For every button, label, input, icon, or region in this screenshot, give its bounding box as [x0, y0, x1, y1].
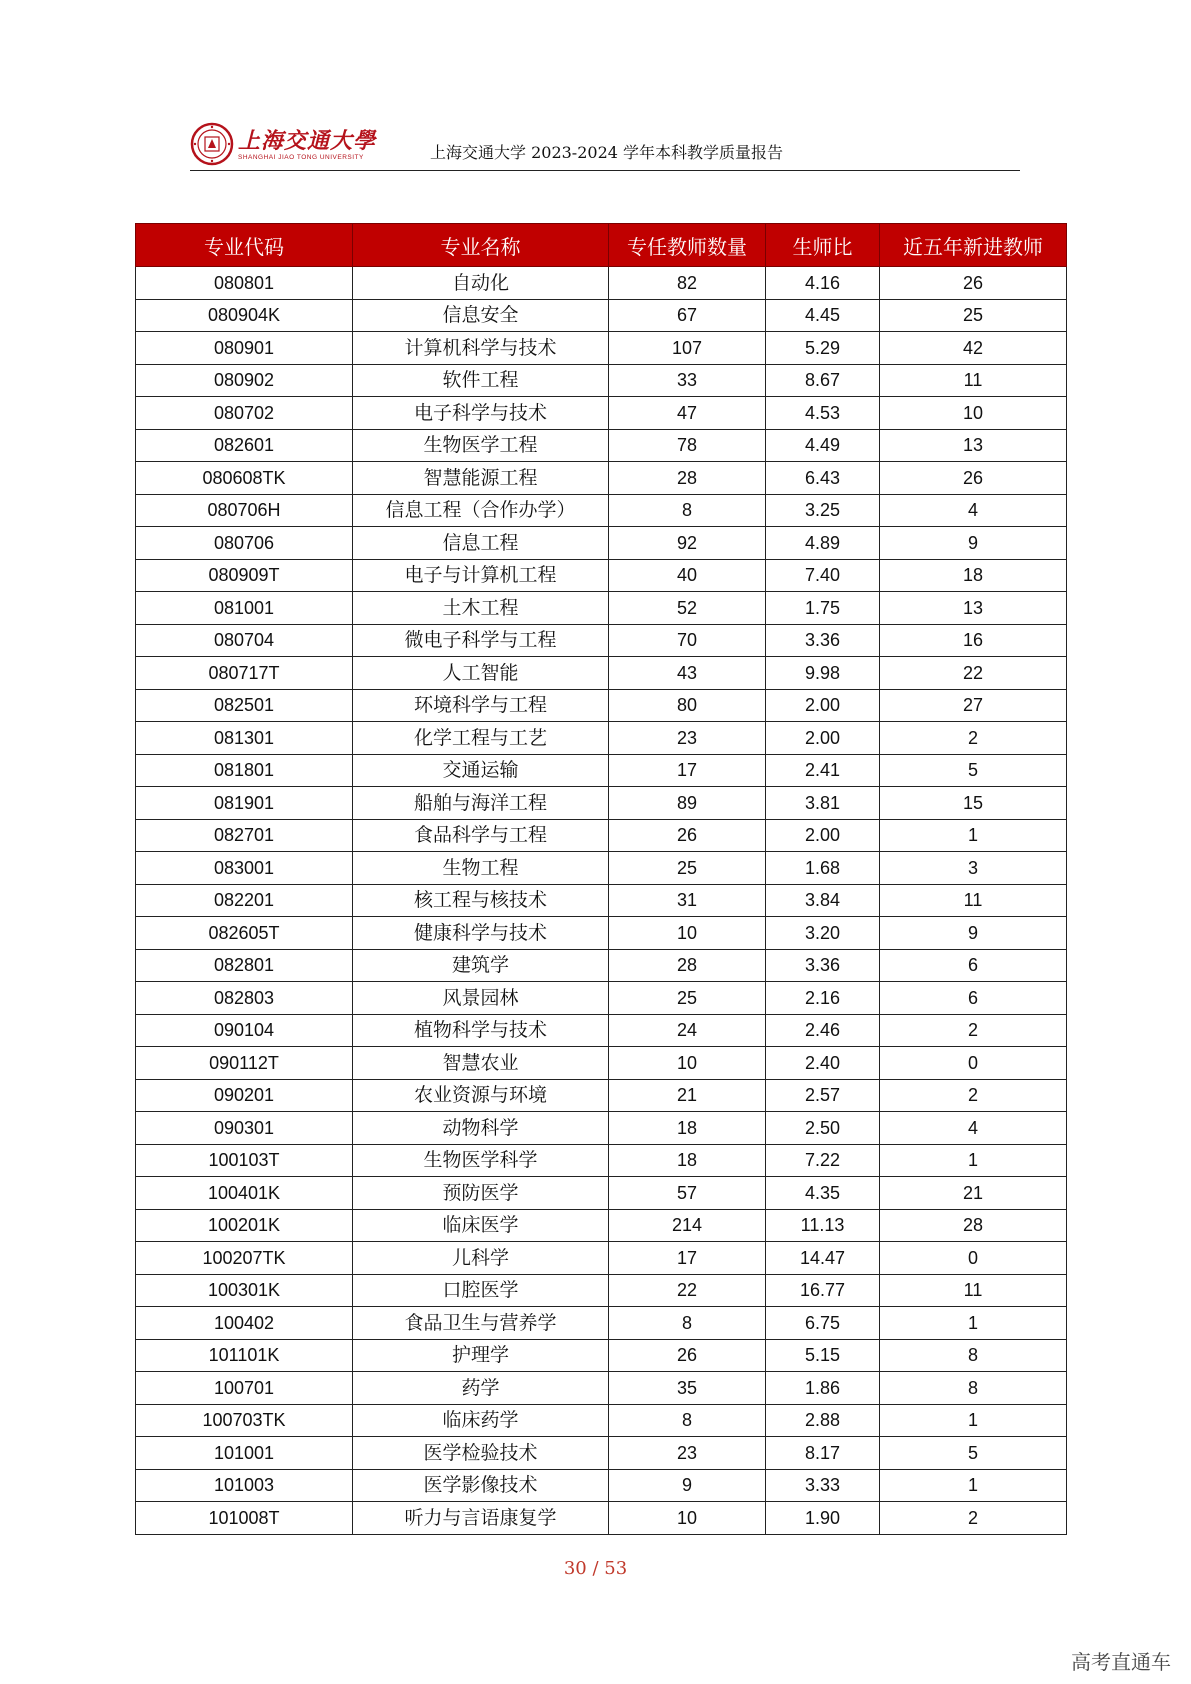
- new-teachers-cell: 4: [880, 494, 1067, 527]
- teacher-count-cell: 8: [609, 1404, 766, 1437]
- teacher-count-cell: 18: [609, 1112, 766, 1145]
- table-row: [136, 722, 1067, 755]
- ratio-cell: 6.43: [766, 462, 880, 495]
- table-row: [136, 624, 1067, 657]
- new-teachers-cell: 21: [880, 1177, 1067, 1210]
- major-name-cell: 自动化: [353, 267, 609, 300]
- table-row: [136, 982, 1067, 1015]
- teacher-count-cell: 43: [609, 657, 766, 690]
- major-code-cell: 100207TK: [136, 1242, 353, 1275]
- ratio-cell: 4.16: [766, 267, 880, 300]
- major-name-cell: 核工程与核技术: [353, 884, 609, 917]
- major-name-cell: 口腔医学: [353, 1274, 609, 1307]
- new-teachers-cell: 9: [880, 527, 1067, 560]
- ratio-cell: 9.98: [766, 657, 880, 690]
- major-code-cell: 082201: [136, 884, 353, 917]
- major-code-cell: 100301K: [136, 1274, 353, 1307]
- table-row: [136, 364, 1067, 397]
- table-row: [136, 1242, 1067, 1275]
- table-row: [136, 559, 1067, 592]
- teacher-count-cell: 31: [609, 884, 766, 917]
- major-code-cell: 081901: [136, 787, 353, 820]
- student-teacher-ratio-header: 生师比: [766, 224, 880, 267]
- major-name-cell: 临床药学: [353, 1404, 609, 1437]
- major-name-cell: 信息工程: [353, 527, 609, 560]
- major-code-cell: 100201K: [136, 1209, 353, 1242]
- major-name-cell: 环境科学与工程: [353, 689, 609, 722]
- major-name-cell: 风景园林: [353, 982, 609, 1015]
- table-row: [136, 527, 1067, 560]
- major-name-cell: 食品科学与工程: [353, 819, 609, 852]
- teacher-count-cell: 10: [609, 1047, 766, 1080]
- teacher-count-cell: 28: [609, 949, 766, 982]
- new-teachers-cell: 0: [880, 1242, 1067, 1275]
- table-row: [136, 689, 1067, 722]
- major-code-cell: 080902: [136, 364, 353, 397]
- major-name-cell: 生物医学工程: [353, 429, 609, 462]
- ratio-cell: 2.00: [766, 689, 880, 722]
- new-teachers-cell: 2: [880, 1079, 1067, 1112]
- new-teachers-cell: 10: [880, 397, 1067, 430]
- ratio-cell: 4.45: [766, 299, 880, 332]
- ratio-cell: 8.17: [766, 1437, 880, 1470]
- new-teachers-cell: 3: [880, 852, 1067, 885]
- table-row: [136, 1177, 1067, 1210]
- ratio-cell: 2.00: [766, 722, 880, 755]
- teacher-count-cell: 17: [609, 1242, 766, 1275]
- major-code-cell: 080717T: [136, 657, 353, 690]
- ratio-cell: 2.50: [766, 1112, 880, 1145]
- major-code-cell: 082701: [136, 819, 353, 852]
- ratio-cell: 2.46: [766, 1014, 880, 1047]
- table-row: [136, 1437, 1067, 1470]
- logo-english-name: SHANGHAI JIAO TONG UNIVERSITY: [238, 154, 364, 161]
- major-name-cell: 计算机科学与技术: [353, 332, 609, 365]
- major-name-header: 专业名称: [353, 224, 609, 267]
- table-row: [136, 819, 1067, 852]
- ratio-cell: 4.89: [766, 527, 880, 560]
- major-code-cell: 101008T: [136, 1502, 353, 1535]
- major-name-cell: 信息工程（合作办学）: [353, 494, 609, 527]
- teacher-count-cell: 40: [609, 559, 766, 592]
- major-code-cell: 080909T: [136, 559, 353, 592]
- teacher-count-cell: 57: [609, 1177, 766, 1210]
- major-code-cell: 082605T: [136, 917, 353, 950]
- ratio-cell: 1.86: [766, 1372, 880, 1405]
- new-teachers-cell: 6: [880, 949, 1067, 982]
- ratio-cell: 2.00: [766, 819, 880, 852]
- page-number: 30 / 53: [563, 1558, 628, 1579]
- major-code-cell: 090104: [136, 1014, 353, 1047]
- ratio-cell: 3.81: [766, 787, 880, 820]
- ratio-cell: 7.40: [766, 559, 880, 592]
- new-teachers-cell: 1: [880, 819, 1067, 852]
- new-teachers-cell: 18: [880, 559, 1067, 592]
- teacher-count-cell: 23: [609, 1437, 766, 1470]
- major-code-cell: 082501: [136, 689, 353, 722]
- new-teachers-cell: 2: [880, 722, 1067, 755]
- major-code-cell: 100103T: [136, 1144, 353, 1177]
- watermark: 高考直通车: [1071, 1652, 1171, 1674]
- ratio-cell: 3.25: [766, 494, 880, 527]
- teacher-count-cell: 26: [609, 819, 766, 852]
- major-name-cell: 船舶与海洋工程: [353, 787, 609, 820]
- ratio-cell: 2.16: [766, 982, 880, 1015]
- new-teachers-cell: 0: [880, 1047, 1067, 1080]
- table-row: [136, 1404, 1067, 1437]
- teacher-count-cell: 10: [609, 1502, 766, 1535]
- major-code-cell: 080702: [136, 397, 353, 430]
- major-code-cell: 080706: [136, 527, 353, 560]
- major-name-cell: 人工智能: [353, 657, 609, 690]
- new-teachers-cell: 8: [880, 1339, 1067, 1372]
- table-row: [136, 1047, 1067, 1080]
- table-row: [136, 1112, 1067, 1145]
- major-code-cell: 100402: [136, 1307, 353, 1340]
- ratio-cell: 7.22: [766, 1144, 880, 1177]
- ratio-cell: 1.90: [766, 1502, 880, 1535]
- teacher-count-cell: 8: [609, 494, 766, 527]
- table-row: [136, 429, 1067, 462]
- major-name-cell: 医学检验技术: [353, 1437, 609, 1470]
- teacher-count-cell: 9: [609, 1469, 766, 1502]
- new-teachers-cell: 1: [880, 1307, 1067, 1340]
- table-row: [136, 397, 1067, 430]
- table-row: [136, 1209, 1067, 1242]
- major-name-cell: 护理学: [353, 1339, 609, 1372]
- major-code-cell: 101001: [136, 1437, 353, 1470]
- ratio-cell: 5.15: [766, 1339, 880, 1372]
- ratio-cell: 11.13: [766, 1209, 880, 1242]
- table-row: [136, 267, 1067, 300]
- table-row: [136, 592, 1067, 625]
- ratio-cell: 1.68: [766, 852, 880, 885]
- major-code-cell: 081001: [136, 592, 353, 625]
- university-seal-icon: [190, 122, 234, 166]
- major-code-cell: 090112T: [136, 1047, 353, 1080]
- major-code-cell: 082803: [136, 982, 353, 1015]
- table-row: [136, 1339, 1067, 1372]
- major-name-cell: 预防医学: [353, 1177, 609, 1210]
- table-row: [136, 494, 1067, 527]
- table-row: [136, 754, 1067, 787]
- ratio-cell: 3.20: [766, 917, 880, 950]
- table-row: [136, 657, 1067, 690]
- major-name-cell: 农业资源与环境: [353, 1079, 609, 1112]
- major-code-cell: 101101K: [136, 1339, 353, 1372]
- new-teachers-cell: 26: [880, 462, 1067, 495]
- major-code-cell: 082601: [136, 429, 353, 462]
- teacher-count-cell: 25: [609, 852, 766, 885]
- new-teachers-cell: 22: [880, 657, 1067, 690]
- table-row: [136, 1372, 1067, 1405]
- new-teachers-cell: 4: [880, 1112, 1067, 1145]
- major-name-cell: 食品卫生与营养学: [353, 1307, 609, 1340]
- ratio-cell: 6.75: [766, 1307, 880, 1340]
- major-code-cell: 080904K: [136, 299, 353, 332]
- new-teachers-cell: 11: [880, 1274, 1067, 1307]
- ratio-cell: 2.88: [766, 1404, 880, 1437]
- table-body: [136, 267, 1067, 1535]
- ratio-cell: 2.57: [766, 1079, 880, 1112]
- logo-chinese-name: 上海交通大學: [238, 128, 377, 154]
- table-row: [136, 949, 1067, 982]
- major-name-cell: 化学工程与工艺: [353, 722, 609, 755]
- major-code-cell: 100703TK: [136, 1404, 353, 1437]
- ratio-cell: 1.75: [766, 592, 880, 625]
- major-code-cell: 080706H: [136, 494, 353, 527]
- new-teachers-cell: 28: [880, 1209, 1067, 1242]
- teacher-count-cell: 10: [609, 917, 766, 950]
- major-code-cell: 080704: [136, 624, 353, 657]
- major-name-cell: 植物科学与技术: [353, 1014, 609, 1047]
- table-row: [136, 462, 1067, 495]
- new-teachers-cell: 1: [880, 1144, 1067, 1177]
- major-name-cell: 土木工程: [353, 592, 609, 625]
- major-name-cell: 智慧能源工程: [353, 462, 609, 495]
- ratio-cell: 3.84: [766, 884, 880, 917]
- university-logo: [190, 122, 377, 168]
- major-name-cell: 药学: [353, 1372, 609, 1405]
- table-row: [136, 1274, 1067, 1307]
- new-teachers-cell: 2: [880, 1014, 1067, 1047]
- new-teachers-cell: 2: [880, 1502, 1067, 1535]
- table-row: [136, 884, 1067, 917]
- ratio-cell: 2.41: [766, 754, 880, 787]
- ratio-cell: 3.36: [766, 624, 880, 657]
- major-code-cell: 081801: [136, 754, 353, 787]
- full-time-teachers-header: 专任教师数量: [609, 224, 766, 267]
- teacher-count-cell: 26: [609, 1339, 766, 1372]
- ratio-cell: 5.29: [766, 332, 880, 365]
- major-code-cell: 100701: [136, 1372, 353, 1405]
- teacher-count-cell: 67: [609, 299, 766, 332]
- major-name-cell: 软件工程: [353, 364, 609, 397]
- table-row: [136, 332, 1067, 365]
- ratio-cell: 4.53: [766, 397, 880, 430]
- new-teachers-cell: 13: [880, 429, 1067, 462]
- table-header-row: [136, 224, 1067, 267]
- new-teachers-cell: 13: [880, 592, 1067, 625]
- table-row: [136, 1307, 1067, 1340]
- new-teachers-cell: 1: [880, 1404, 1067, 1437]
- ratio-cell: 8.67: [766, 364, 880, 397]
- teacher-count-cell: 22: [609, 1274, 766, 1307]
- major-name-cell: 电子科学与技术: [353, 397, 609, 430]
- major-name-cell: 交通运输: [353, 754, 609, 787]
- teacher-count-cell: 18: [609, 1144, 766, 1177]
- new-teachers-cell: 15: [880, 787, 1067, 820]
- table-row: [136, 1502, 1067, 1535]
- table-row: [136, 1079, 1067, 1112]
- new-teachers-cell: 6: [880, 982, 1067, 1015]
- major-name-cell: 电子与计算机工程: [353, 559, 609, 592]
- teacher-count-cell: 107: [609, 332, 766, 365]
- major-code-cell: 100401K: [136, 1177, 353, 1210]
- major-name-cell: 微电子科学与工程: [353, 624, 609, 657]
- teacher-count-cell: 28: [609, 462, 766, 495]
- teacher-count-cell: 214: [609, 1209, 766, 1242]
- new-teachers-cell: 1: [880, 1469, 1067, 1502]
- teacher-count-cell: 89: [609, 787, 766, 820]
- table-row: [136, 852, 1067, 885]
- major-name-cell: 动物科学: [353, 1112, 609, 1145]
- teacher-count-cell: 35: [609, 1372, 766, 1405]
- major-name-cell: 建筑学: [353, 949, 609, 982]
- teacher-count-cell: 21: [609, 1079, 766, 1112]
- new-teachers-cell: 26: [880, 267, 1067, 300]
- major-name-cell: 儿科学: [353, 1242, 609, 1275]
- major-name-cell: 医学影像技术: [353, 1469, 609, 1502]
- teacher-count-cell: 70: [609, 624, 766, 657]
- ratio-cell: 3.36: [766, 949, 880, 982]
- teacher-count-cell: 25: [609, 982, 766, 1015]
- ratio-cell: 16.77: [766, 1274, 880, 1307]
- new-teachers-header: 近五年新进教师: [880, 224, 1067, 267]
- new-teachers-cell: 11: [880, 364, 1067, 397]
- ratio-cell: 4.49: [766, 429, 880, 462]
- new-teachers-cell: 27: [880, 689, 1067, 722]
- major-name-cell: 信息安全: [353, 299, 609, 332]
- new-teachers-cell: 8: [880, 1372, 1067, 1405]
- major-name-cell: 听力与言语康复学: [353, 1502, 609, 1535]
- report-title: 上海交通大学 2023-2024 学年本科教学质量报告: [430, 143, 784, 162]
- major-code-cell: 080608TK: [136, 462, 353, 495]
- major-code-header: 专业代码: [136, 224, 353, 267]
- major-name-cell: 生物工程: [353, 852, 609, 885]
- table-row: [136, 1014, 1067, 1047]
- major-code-cell: 082801: [136, 949, 353, 982]
- page-header: [190, 118, 1020, 171]
- teacher-count-cell: 8: [609, 1307, 766, 1340]
- major-code-cell: 081301: [136, 722, 353, 755]
- major-code-cell: 083001: [136, 852, 353, 885]
- teacher-count-cell: 47: [609, 397, 766, 430]
- major-code-cell: 090201: [136, 1079, 353, 1112]
- faculty-table: [135, 223, 1067, 1535]
- major-name-cell: 智慧农业: [353, 1047, 609, 1080]
- teacher-count-cell: 78: [609, 429, 766, 462]
- new-teachers-cell: 5: [880, 754, 1067, 787]
- teacher-count-cell: 92: [609, 527, 766, 560]
- teacher-count-cell: 23: [609, 722, 766, 755]
- major-name-cell: 临床医学: [353, 1209, 609, 1242]
- major-name-cell: 生物医学科学: [353, 1144, 609, 1177]
- major-code-cell: 090301: [136, 1112, 353, 1145]
- new-teachers-cell: 11: [880, 884, 1067, 917]
- major-name-cell: 健康科学与技术: [353, 917, 609, 950]
- table-row: [136, 1144, 1067, 1177]
- new-teachers-cell: 42: [880, 332, 1067, 365]
- table-row: [136, 299, 1067, 332]
- ratio-cell: 2.40: [766, 1047, 880, 1080]
- table-row: [136, 1469, 1067, 1502]
- teacher-count-cell: 24: [609, 1014, 766, 1047]
- ratio-cell: 3.33: [766, 1469, 880, 1502]
- major-code-cell: 080901: [136, 332, 353, 365]
- table-row: [136, 787, 1067, 820]
- ratio-cell: 14.47: [766, 1242, 880, 1275]
- new-teachers-cell: 25: [880, 299, 1067, 332]
- major-code-cell: 101003: [136, 1469, 353, 1502]
- new-teachers-cell: 16: [880, 624, 1067, 657]
- table-row: [136, 917, 1067, 950]
- teacher-count-cell: 52: [609, 592, 766, 625]
- teacher-count-cell: 82: [609, 267, 766, 300]
- new-teachers-cell: 9: [880, 917, 1067, 950]
- teacher-count-cell: 80: [609, 689, 766, 722]
- major-code-cell: 080801: [136, 267, 353, 300]
- ratio-cell: 4.35: [766, 1177, 880, 1210]
- new-teachers-cell: 5: [880, 1437, 1067, 1470]
- teacher-count-cell: 33: [609, 364, 766, 397]
- teacher-count-cell: 17: [609, 754, 766, 787]
